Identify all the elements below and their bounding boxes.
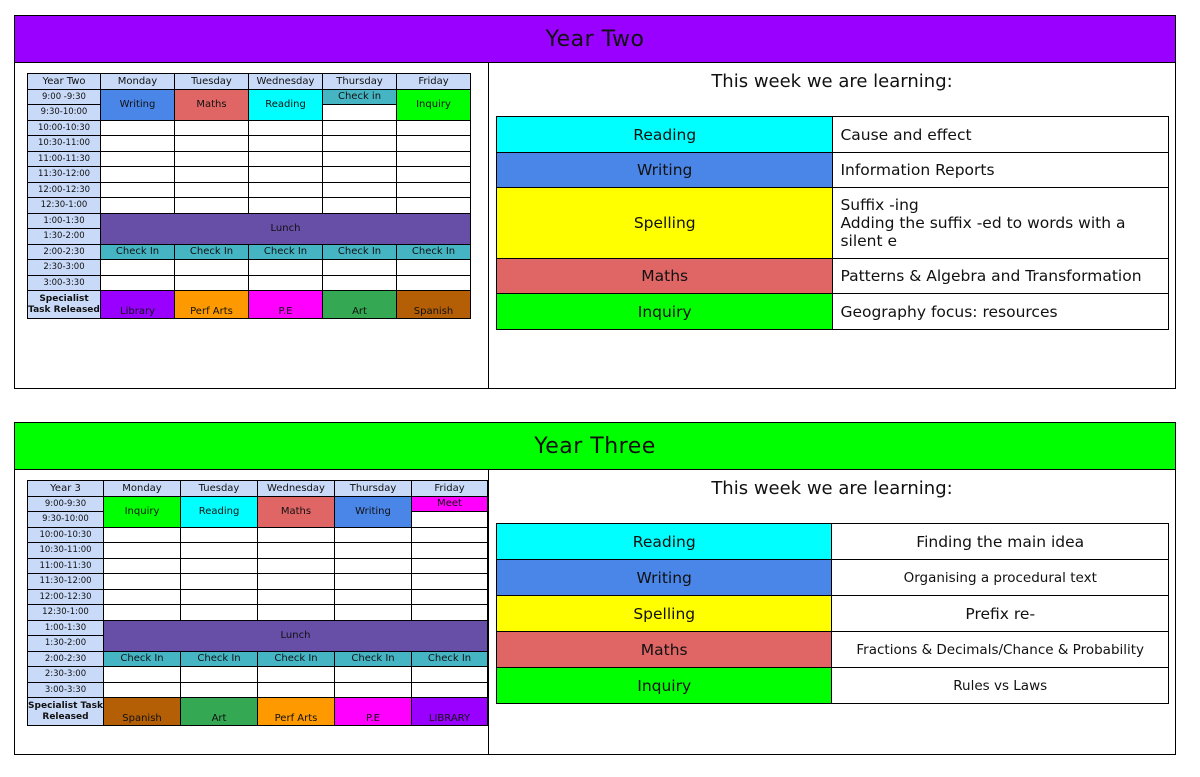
time-slot: 10:30-11:00 [28,543,104,559]
empty-cell [175,167,249,183]
empty-cell [397,136,471,152]
lesson-inquiry: Inquiry [397,89,471,120]
subject-reading: Reading [497,524,832,560]
check-in-cell: Check In [412,651,488,667]
empty-cell [175,136,249,152]
check-in-cell: Check In [249,244,323,260]
lesson-writing: Writing [101,89,175,120]
specialist-perf-arts: Perf Arts [258,698,335,726]
subject-maths: Maths [497,259,833,294]
year-two-learning-table [496,116,1169,330]
check-in-cell: Check In [258,651,335,667]
specialist-spanish: Spanish [397,291,471,319]
time-slot: 10:00-10:30 [28,120,101,136]
empty-cell [258,543,335,559]
empty-cell [258,605,335,621]
learning-heading: This week we are learning: [711,478,953,499]
time-slot: 12:30-1:00 [28,198,101,214]
specialist-art: Art [323,291,397,319]
empty-cell [101,198,175,214]
empty-cell [412,605,488,621]
empty-cell [323,105,397,121]
empty-cell [101,167,175,183]
empty-cell [323,151,397,167]
empty-cell [175,198,249,214]
topic-maths: Fractions & Decimals/Chance & Probability [832,632,1169,668]
subject-writing: Writing [497,560,832,596]
time-slot: 9:00 -9:30 [28,89,101,105]
lesson-writing: Writing [335,496,412,527]
lesson-reading: Reading [249,89,323,120]
time-slot: 1:00-1:30 [28,620,104,636]
topic-inquiry: Geography focus: resources [833,294,1169,330]
empty-cell [181,543,258,559]
empty-cell [323,275,397,291]
empty-cell [249,120,323,136]
empty-cell [335,667,412,683]
year-three-timetable [27,480,488,726]
empty-cell [335,527,412,543]
year-three-title: Year Three [534,433,656,459]
subject-reading: Reading [497,117,833,153]
empty-cell [397,182,471,198]
empty-cell [335,574,412,590]
specialist-label: Specialist Task Released [28,291,101,319]
empty-cell [101,260,175,276]
year-three-learning-panel [489,470,1175,754]
empty-cell [249,260,323,276]
empty-cell [181,605,258,621]
learning-heading: This week we are learning: [711,71,953,92]
empty-cell [181,667,258,683]
empty-cell [175,182,249,198]
empty-cell [101,182,175,198]
day-header: Wednesday [249,74,323,90]
empty-cell [335,682,412,698]
subject-maths: Maths [497,632,832,668]
day-header: Tuesday [175,74,249,90]
time-slot: 1:30-2:00 [28,636,104,652]
empty-cell [104,527,181,543]
topic-writing: Organising a procedural text [832,560,1169,596]
specialist-pe: P.E [249,291,323,319]
topic-maths: Patterns & Algebra and Transformation [833,259,1169,294]
topic-spelling-line-2: Adding the suffix -ed to words with a silent e [840,214,1126,250]
subject-spelling: Spelling [497,596,832,632]
lesson-inquiry: Inquiry [104,496,181,527]
empty-cell [249,182,323,198]
time-slot: 12:00-12:30 [28,589,104,605]
year-two-banner [15,16,1175,63]
empty-cell [397,260,471,276]
empty-cell [412,527,488,543]
year-two-timetable [27,73,471,319]
year-three-learning-table [496,523,1169,704]
timetable-corner: Year 3 [28,481,104,497]
timetable-corner: Year Two [28,74,101,90]
year-two-learning-panel [489,63,1175,388]
empty-cell [323,198,397,214]
lesson-reading: Reading [181,496,258,527]
year-two-section [14,15,1176,389]
time-slot: 11:00-11:30 [28,151,101,167]
year-two-title: Year Two [545,26,645,52]
empty-cell [323,167,397,183]
specialist-label: Specialist Task Released [28,698,104,726]
empty-cell [397,198,471,214]
empty-cell [249,151,323,167]
empty-cell [323,136,397,152]
empty-cell [181,527,258,543]
time-slot: 2:30-3:00 [28,667,104,683]
specialist-perf-arts: Perf Arts [175,291,249,319]
specialist-spanish: Spanish [104,698,181,726]
specialist-library: LIBRARY [412,698,488,726]
specialist-library: Library [101,291,175,319]
topic-reading: Cause and effect [833,117,1169,153]
time-slot: 2:00-2:30 [28,651,104,667]
check-in-cell: Check In [175,244,249,260]
empty-cell [175,151,249,167]
empty-cell [397,275,471,291]
time-slot: 3:00-3:30 [28,682,104,698]
time-slot: 2:00-2:30 [28,244,101,260]
lunch-block: Lunch [101,213,471,244]
empty-cell [335,558,412,574]
empty-cell [412,589,488,605]
time-slot: 9:00-9:30 [28,496,104,512]
empty-cell [397,120,471,136]
empty-cell [104,558,181,574]
lesson-meet: Meet [412,496,488,512]
empty-cell [104,667,181,683]
time-slot: 10:30-11:00 [28,136,101,152]
topic-reading: Finding the main idea [832,524,1169,560]
empty-cell [175,275,249,291]
specialist-pe: P.E [335,698,412,726]
empty-cell [412,543,488,559]
empty-cell [335,589,412,605]
time-slot: 1:30-2:00 [28,229,101,245]
empty-cell [258,682,335,698]
time-slot: 3:00-3:30 [28,275,101,291]
empty-cell [412,667,488,683]
empty-cell [249,136,323,152]
day-header: Friday [412,481,488,497]
time-slot: 12:30-1:00 [28,605,104,621]
lunch-block: Lunch [104,620,488,651]
check-in-cell: Check In [101,244,175,260]
empty-cell [249,275,323,291]
empty-cell [249,167,323,183]
empty-cell [249,198,323,214]
empty-cell [104,605,181,621]
check-in-cell: Check In [181,651,258,667]
time-slot: 1:00-1:30 [28,213,101,229]
empty-cell [181,574,258,590]
topic-writing: Information Reports [833,153,1169,188]
topic-spelling-line-1: Suffix -ing [840,196,919,214]
empty-cell [412,574,488,590]
empty-cell [104,589,181,605]
year-three-timetable-panel [15,470,489,754]
day-header: Thursday [335,481,412,497]
year-three-banner [15,423,1175,470]
subject-inquiry: Inquiry [497,294,833,330]
topic-inquiry: Rules vs Laws [832,668,1169,704]
empty-cell [181,558,258,574]
empty-cell [258,667,335,683]
empty-cell [101,151,175,167]
lesson-maths: Maths [175,89,249,120]
check-in-cell: Check In [397,244,471,260]
empty-cell [104,682,181,698]
time-slot: 10:00-10:30 [28,527,104,543]
empty-cell [397,167,471,183]
empty-cell [412,558,488,574]
check-in-cell: Check In [335,651,412,667]
empty-cell [101,136,175,152]
empty-cell [101,275,175,291]
lesson-maths: Maths [258,496,335,527]
empty-cell [104,574,181,590]
time-slot: 11:30-12:00 [28,167,101,183]
empty-cell [258,574,335,590]
empty-cell [258,558,335,574]
check-in-cell: Check In [323,244,397,260]
day-header: Tuesday [181,481,258,497]
subject-inquiry: Inquiry [497,668,832,704]
empty-cell [335,543,412,559]
empty-cell [181,682,258,698]
year-two-timetable-panel [15,63,489,388]
time-slot: 2:30-3:00 [28,260,101,276]
empty-cell [175,260,249,276]
empty-cell [181,589,258,605]
check-in-cell: Check In [104,651,181,667]
empty-cell [175,120,249,136]
subject-writing: Writing [497,153,833,188]
time-slot: 9:30-10:00 [28,512,104,528]
year-three-section [14,422,1176,755]
day-header: Friday [397,74,471,90]
time-slot: 9:30-10:00 [28,105,101,121]
lesson-check-in: Check in [323,89,397,105]
time-slot: 11:30-12:00 [28,574,104,590]
day-header: Wednesday [258,481,335,497]
day-header: Thursday [323,74,397,90]
day-header: Monday [101,74,175,90]
empty-cell [258,527,335,543]
empty-cell [335,605,412,621]
day-header: Monday [104,481,181,497]
empty-cell [101,120,175,136]
empty-cell [412,682,488,698]
time-slot: 11:00-11:30 [28,558,104,574]
empty-cell [412,512,488,528]
empty-cell [397,151,471,167]
empty-cell [258,589,335,605]
subject-spelling: Spelling [497,188,833,259]
empty-cell [323,120,397,136]
empty-cell [323,260,397,276]
empty-cell [104,543,181,559]
topic-spelling [833,188,1169,259]
time-slot: 12:00-12:30 [28,182,101,198]
topic-spelling: Prefix re- [832,596,1169,632]
empty-cell [323,182,397,198]
specialist-art: Art [181,698,258,726]
